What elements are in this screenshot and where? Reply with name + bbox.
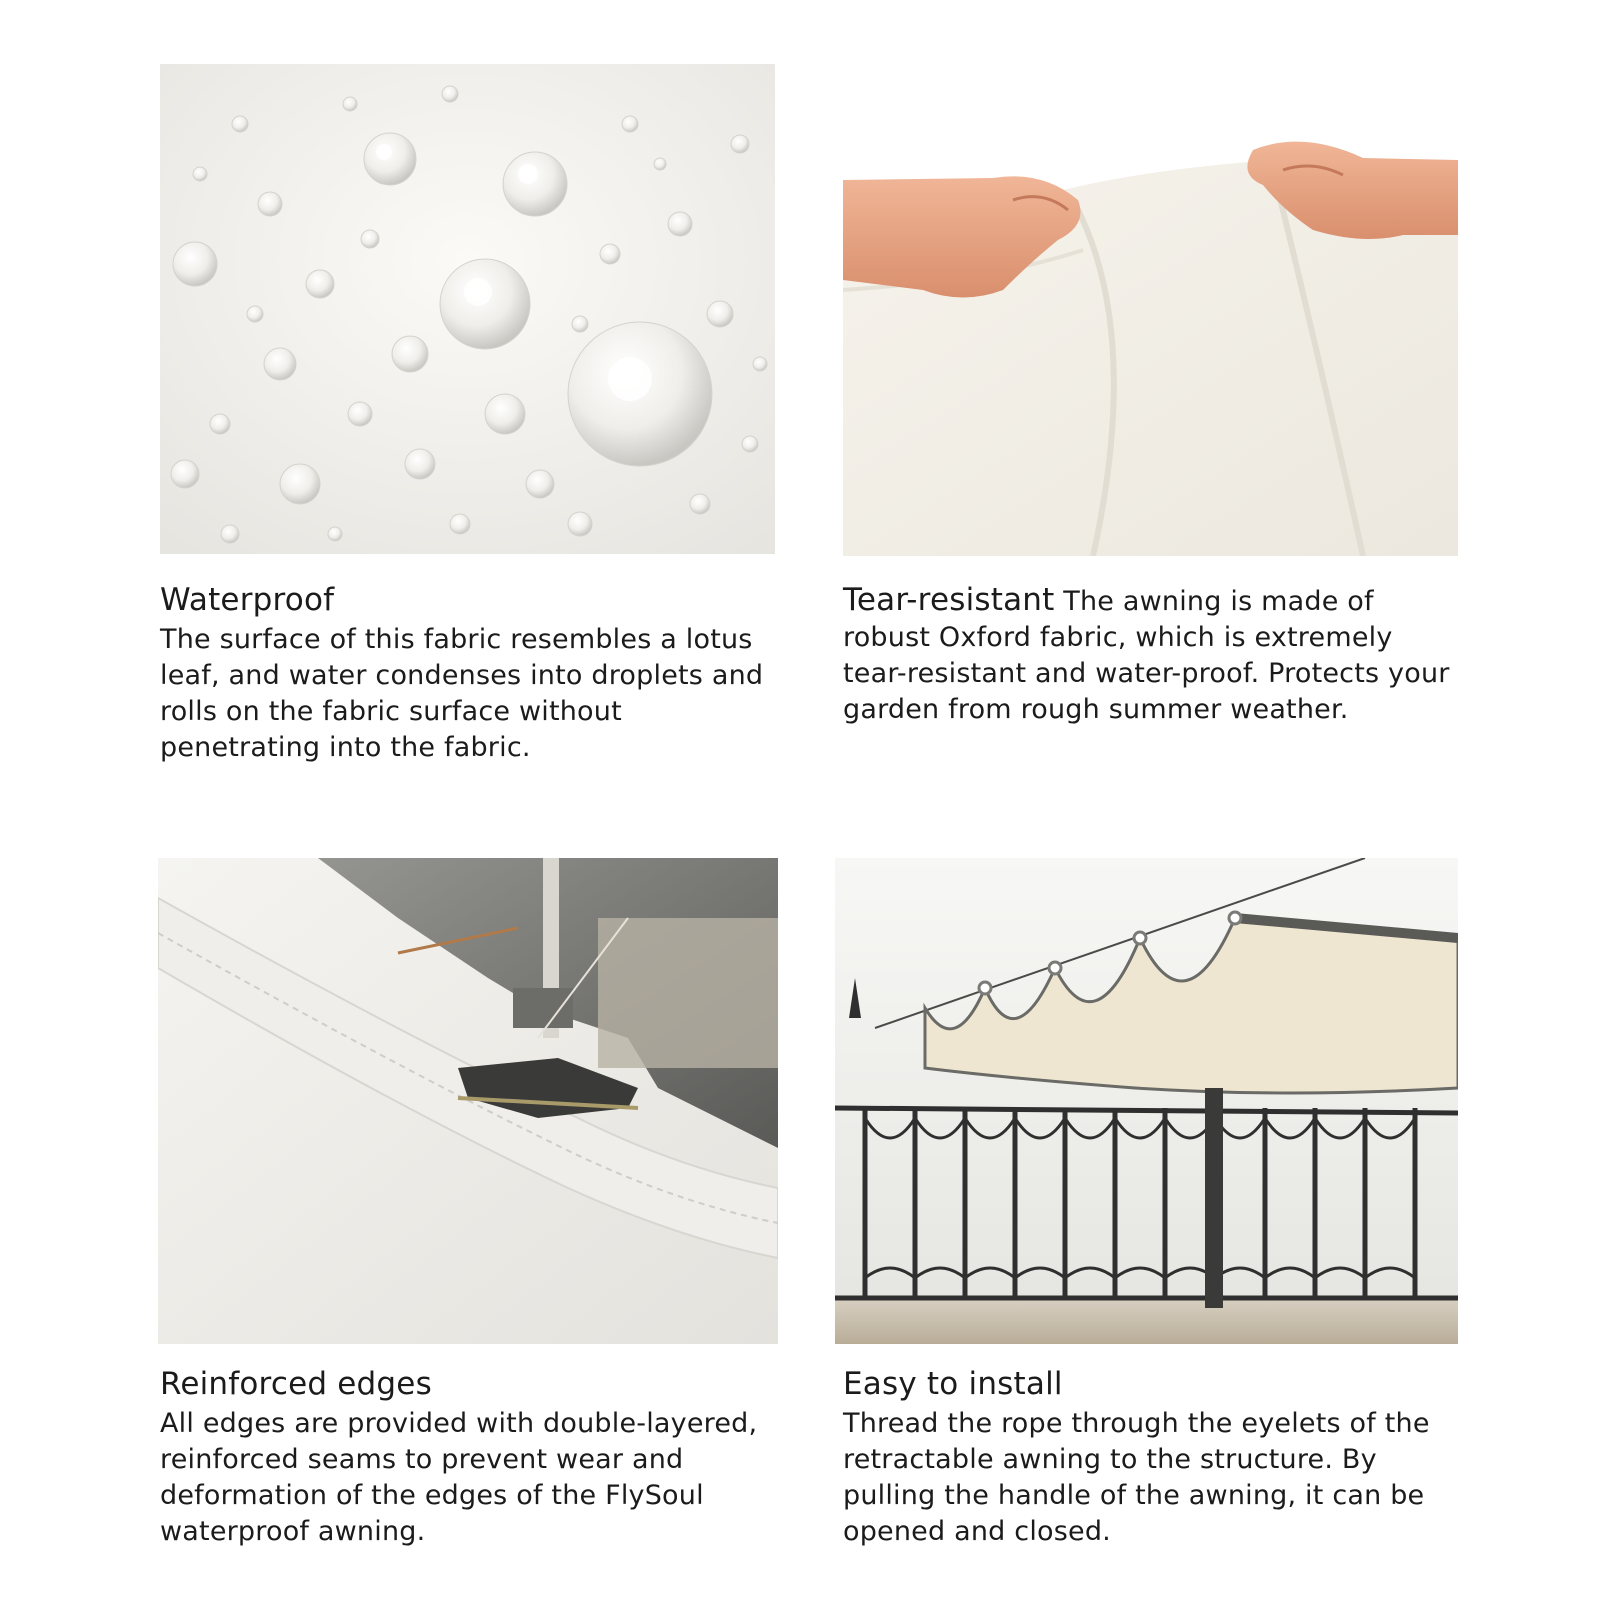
sewing-machine-illustration (158, 858, 778, 1344)
feature-body: All edges are provided with double-layered, reinforced seams to prevent wear and deformation of the edges of the FlySoul waterproof awning. (160, 1408, 758, 1547)
hands-stretching-fabric-illustration (843, 130, 1458, 556)
feature-title: Waterproof (160, 582, 335, 618)
feature-title: Reinforced edges (160, 1366, 432, 1402)
easy-install-caption (843, 1364, 1458, 1550)
reinforced-edges-caption (160, 1364, 775, 1550)
feature-title: Easy to install (843, 1366, 1063, 1402)
reinforced-edges-photo (158, 858, 778, 1344)
tear-resistant-photo (843, 130, 1458, 556)
easy-install-photo (835, 858, 1458, 1344)
tear-resistant-caption (843, 580, 1458, 728)
waterproof-caption (160, 580, 775, 766)
feature-body: Thread the rope through the eyelets of the retractable awning to the structure. By pulling the handle of the awning, it can be opened and closed. (843, 1408, 1430, 1547)
retractable-awning-illustration (835, 858, 1458, 1344)
waterproof-photo (160, 64, 775, 554)
feature-body: The surface of this fabric resembles a lotus leaf, and water condenses into droplets and rolls on the fabric surface without penetrating into the fabric. (160, 624, 764, 763)
water-droplets-illustration (160, 64, 775, 554)
feature-body: The awning is made of robust Oxford fabric, which is extremely tear-resistant and water-proof. Protects your garden from rough summer weather. (843, 586, 1450, 725)
feature-title: Tear-resistant (843, 582, 1055, 618)
